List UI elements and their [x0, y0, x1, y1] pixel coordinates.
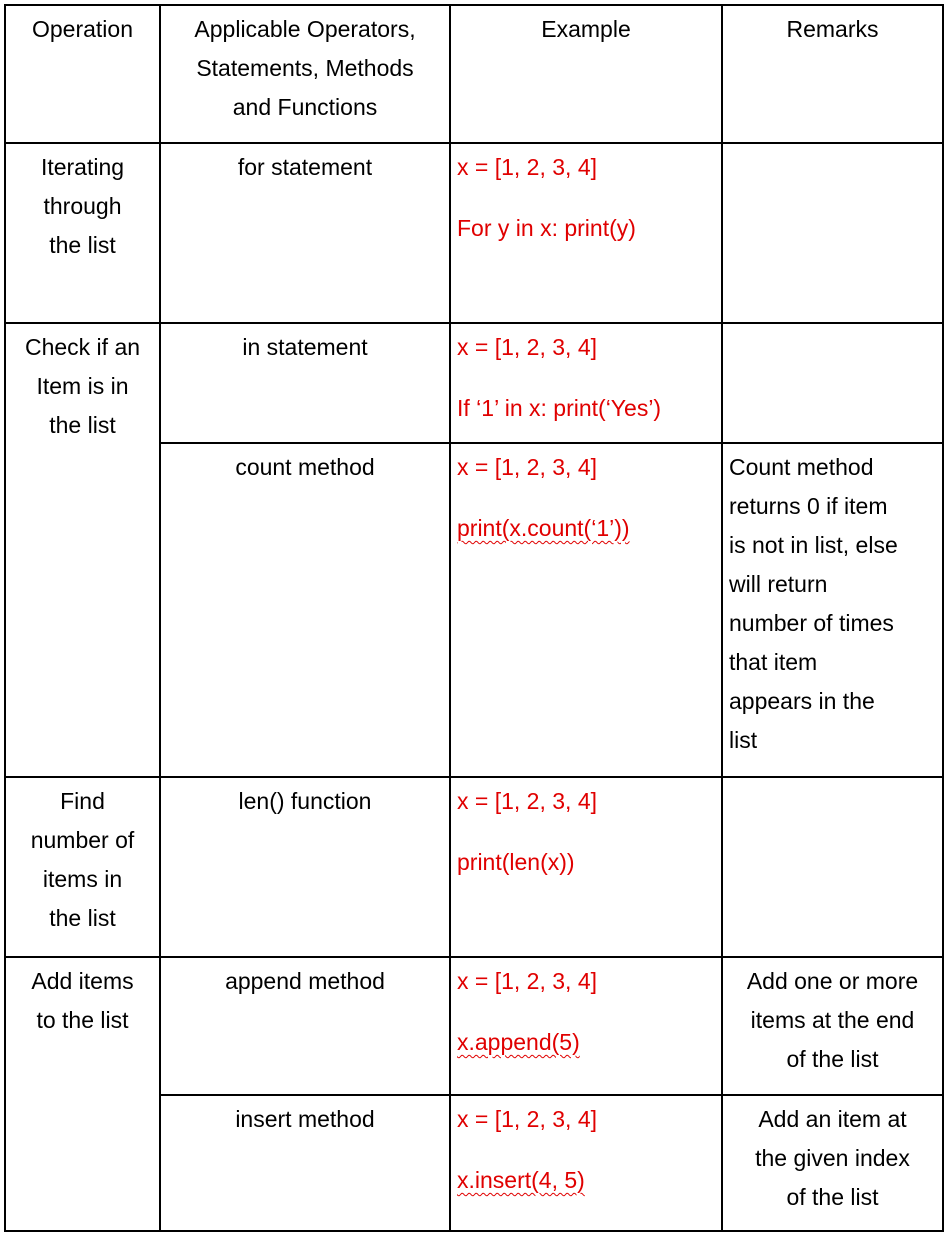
- operation-check-in-line1: Check if an: [24, 334, 141, 360]
- operation-cell-check-in: [5, 323, 160, 777]
- remarks-count-line1: Count method: [729, 454, 874, 480]
- remarks-cell-check-in: [722, 323, 943, 443]
- applicable-insert-text: insert method: [235, 1106, 375, 1132]
- header-operation: [5, 5, 160, 143]
- remarks-cell-iterate: [722, 143, 943, 323]
- table-row-check-in: [5, 323, 943, 443]
- example-length-line2: print(len(x)): [457, 849, 575, 875]
- header-applicable-line3: and Functions: [232, 94, 378, 120]
- remarks-count-line5: number of times: [729, 610, 894, 636]
- operation-add-line2: to the list: [36, 1007, 129, 1033]
- list-operations-table: [4, 4, 944, 1232]
- example-cell-count: [450, 443, 722, 777]
- example-append-line2: x.append(5): [457, 1029, 580, 1055]
- example-iterate-line1: x = [1, 2, 3, 4]: [457, 154, 597, 180]
- operation-cell-length: [5, 777, 160, 957]
- remarks-count-line2: returns 0 if item: [729, 493, 888, 519]
- remarks-insert-line2: the given index: [755, 1145, 910, 1171]
- header-example: [450, 5, 722, 143]
- operation-check-in-line3: the list: [49, 412, 116, 438]
- header-remarks-text: Remarks: [786, 16, 879, 42]
- applicable-cell-iterate: [160, 143, 450, 323]
- operation-length-line4: the list: [49, 905, 116, 931]
- applicable-count-text: count method: [235, 454, 375, 480]
- remarks-append-line1: Add one or more: [746, 968, 919, 994]
- operation-length-line2: number of: [30, 827, 135, 853]
- remarks-cell-length: [722, 777, 943, 957]
- operation-iterate-line3: the list: [49, 232, 116, 258]
- operation-iterate-line1: Iterating: [40, 154, 125, 180]
- remarks-insert-line3: of the list: [786, 1184, 879, 1210]
- applicable-append-text: append method: [225, 968, 385, 994]
- operation-length-line3: items in: [42, 866, 123, 892]
- header-remarks: [722, 5, 943, 143]
- example-insert-line2: x.insert(4, 5): [457, 1167, 585, 1193]
- remarks-append-line2: items at the end: [750, 1007, 915, 1033]
- applicable-cell-append: [160, 957, 450, 1095]
- example-cell-insert: [450, 1095, 722, 1231]
- example-cell-append: [450, 957, 722, 1095]
- example-count-line1: x = [1, 2, 3, 4]: [457, 454, 597, 480]
- header-applicable: [160, 5, 450, 143]
- table-row-length: [5, 777, 943, 957]
- example-check-in-line2: If ‘1’ in x: print(‘Yes’): [457, 395, 662, 421]
- example-cell-iterate: [450, 143, 722, 323]
- applicable-check-in-text: in statement: [242, 334, 368, 360]
- example-check-in-line1: x = [1, 2, 3, 4]: [457, 334, 597, 360]
- remarks-cell-append: [722, 957, 943, 1095]
- remarks-count-line4: will return: [729, 571, 828, 597]
- example-cell-check-in: [450, 323, 722, 443]
- remarks-cell-count: [722, 443, 943, 777]
- operation-length-line1: Find: [60, 788, 105, 814]
- example-insert-line1: x = [1, 2, 3, 4]: [457, 1106, 597, 1132]
- applicable-cell-count: [160, 443, 450, 777]
- remarks-count-line3: is not in list, else: [729, 532, 898, 558]
- operation-cell-add: [5, 957, 160, 1231]
- remarks-cell-insert: [722, 1095, 943, 1231]
- applicable-iterate-text: for statement: [237, 154, 373, 180]
- applicable-cell-length: [160, 777, 450, 957]
- example-length-line1: x = [1, 2, 3, 4]: [457, 788, 597, 814]
- remarks-insert-line1: Add an item at: [758, 1106, 907, 1132]
- example-iterate-line2: For y in x: print(y): [457, 215, 636, 241]
- applicable-cell-check-in: [160, 323, 450, 443]
- remarks-append-line3: of the list: [786, 1046, 879, 1072]
- table-row-append: [5, 957, 943, 1095]
- header-row: [5, 5, 943, 143]
- example-count-line2: print(x.count(‘1’)): [457, 515, 630, 541]
- applicable-length-text: len() function: [238, 788, 372, 814]
- remarks-count-line8: list: [729, 727, 758, 753]
- remarks-count-line7: appears in the: [729, 688, 875, 714]
- operation-add-line1: Add items: [31, 968, 134, 994]
- header-applicable-line2: Statements, Methods: [196, 55, 414, 81]
- operation-iterate-line2: through: [43, 193, 122, 219]
- header-example-text: Example: [541, 16, 631, 42]
- applicable-cell-insert: [160, 1095, 450, 1231]
- remarks-count-line6: that item: [729, 649, 818, 675]
- example-append-line1: x = [1, 2, 3, 4]: [457, 968, 597, 994]
- example-cell-length: [450, 777, 722, 957]
- header-operation-text: Operation: [31, 16, 133, 42]
- operation-check-in-line2: Item is in: [36, 373, 129, 399]
- table-row-iterate: [5, 143, 943, 323]
- operation-cell-iterate: [5, 143, 160, 323]
- header-applicable-line1: Applicable Operators,: [194, 16, 416, 42]
